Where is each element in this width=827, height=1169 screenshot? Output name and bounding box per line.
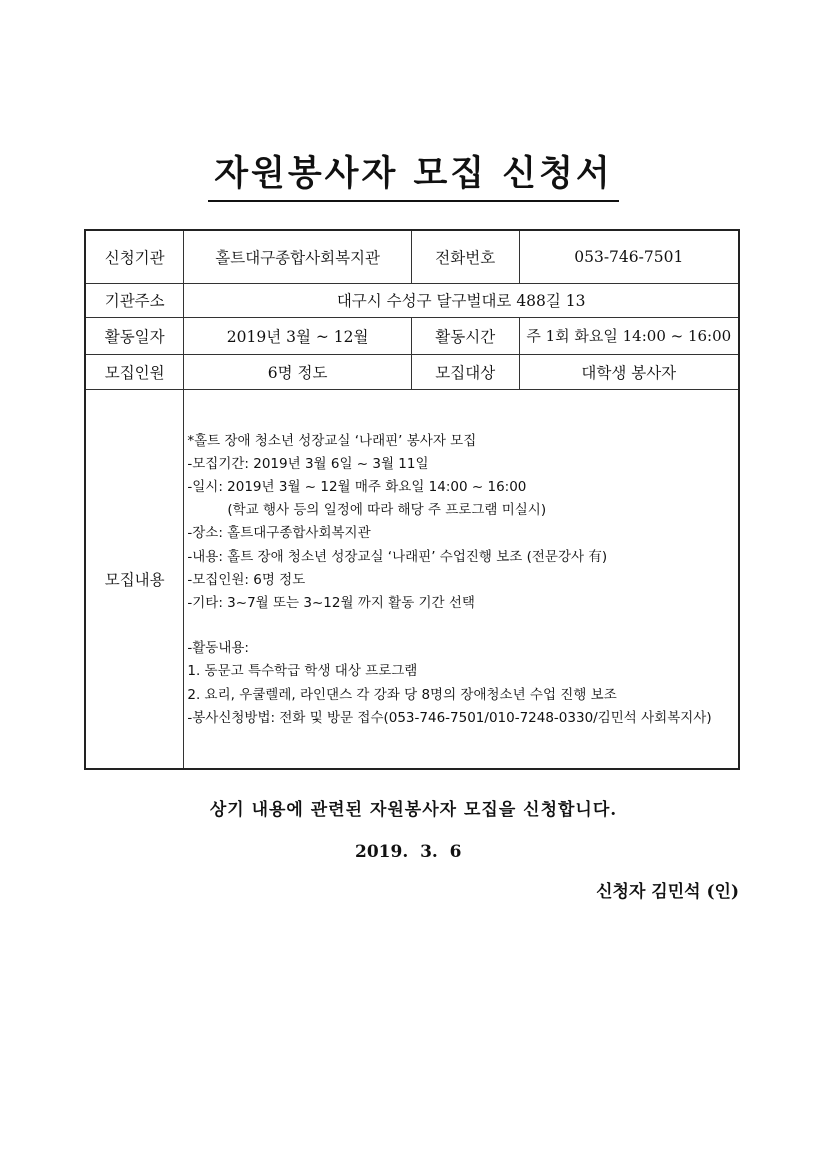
content-line: -장소: 홀트대구종합사회복지관	[187, 525, 371, 542]
period-value: 2019년 3월 ~ 12월	[184, 317, 412, 354]
document-title-wrap	[0, 152, 827, 202]
applicant-signature: 신청자 김민석 (인)	[596, 882, 739, 902]
target-value: 대학생 봉사자	[519, 354, 739, 389]
address-label: 기관주소	[85, 283, 184, 317]
confirmation-text: 상기 내용에 관련된 자원봉사자 모집을 신청합니다.	[209, 800, 618, 820]
content-line: *홀트 장애 청소년 성장교실 ‘나래핀’ 봉사자 모집	[187, 432, 477, 449]
content-line: -활동내용:	[187, 640, 249, 657]
content-line: -내용: 홀트 장애 청소년 성장교실 ‘나래핀’ 수업진행 보조 (전문강사 有)	[187, 548, 608, 565]
application-form-table	[84, 229, 740, 770]
content-line: -모집인원: 6명 정도	[187, 571, 306, 588]
count-value: 6명 정도	[184, 354, 412, 389]
content-line: -기타: 3~7월 또는 3~12월 까지 활동 기간 선택	[187, 594, 475, 611]
time-value: 주 1회 화요일 14:00 ~ 16:00	[519, 317, 739, 354]
phone-label: 전화번호	[411, 230, 519, 283]
target-label: 모집대상	[411, 354, 519, 389]
content-line: 2. 요리, 우쿨렐레, 라인댄스 각 강좌 당 8명의 장애청소년 수업 진행 보조	[187, 686, 617, 703]
form-row-content	[85, 389, 739, 769]
address-value: 대구시 수성구 달구벌대로 488길 13	[184, 283, 739, 317]
org-label: 신청기관	[85, 230, 184, 283]
document-title: 자원봉사자 모집 신청서	[208, 152, 618, 202]
form-row-recruit	[85, 354, 739, 389]
count-label: 모집인원	[85, 354, 184, 389]
content-label: 모집내용	[85, 389, 184, 769]
content-line: -봉사신청방법: 전화 및 방문 접수(053-746-7501/010-7248-0330/김민석 사회복지사)	[187, 709, 712, 726]
phone-value: 053-746-7501	[519, 230, 739, 283]
org-value: 홀트대구종합사회복지관	[184, 230, 412, 283]
content-line: (학교 행사 등의 일정에 따라 해당 주 프로그램 미실시)	[227, 502, 547, 519]
time-label: 활동시간	[411, 317, 519, 354]
form-row-address	[85, 283, 739, 317]
form-row-period	[85, 317, 739, 354]
content-line: -모집기간: 2019년 3월 6일 ~ 3월 11일	[187, 455, 429, 472]
content-body	[184, 389, 739, 769]
form-row-organization	[85, 230, 739, 283]
content-line: 1. 동문고 특수학급 학생 대상 프로그램	[187, 663, 418, 680]
content-spacer	[187, 615, 738, 637]
period-label: 활동일자	[85, 317, 184, 354]
content-line: -일시: 2019년 3월 ~ 12월 매주 화요일 14:00 ~ 16:00	[187, 478, 527, 495]
application-date: 2019. 3. 6	[355, 842, 462, 862]
